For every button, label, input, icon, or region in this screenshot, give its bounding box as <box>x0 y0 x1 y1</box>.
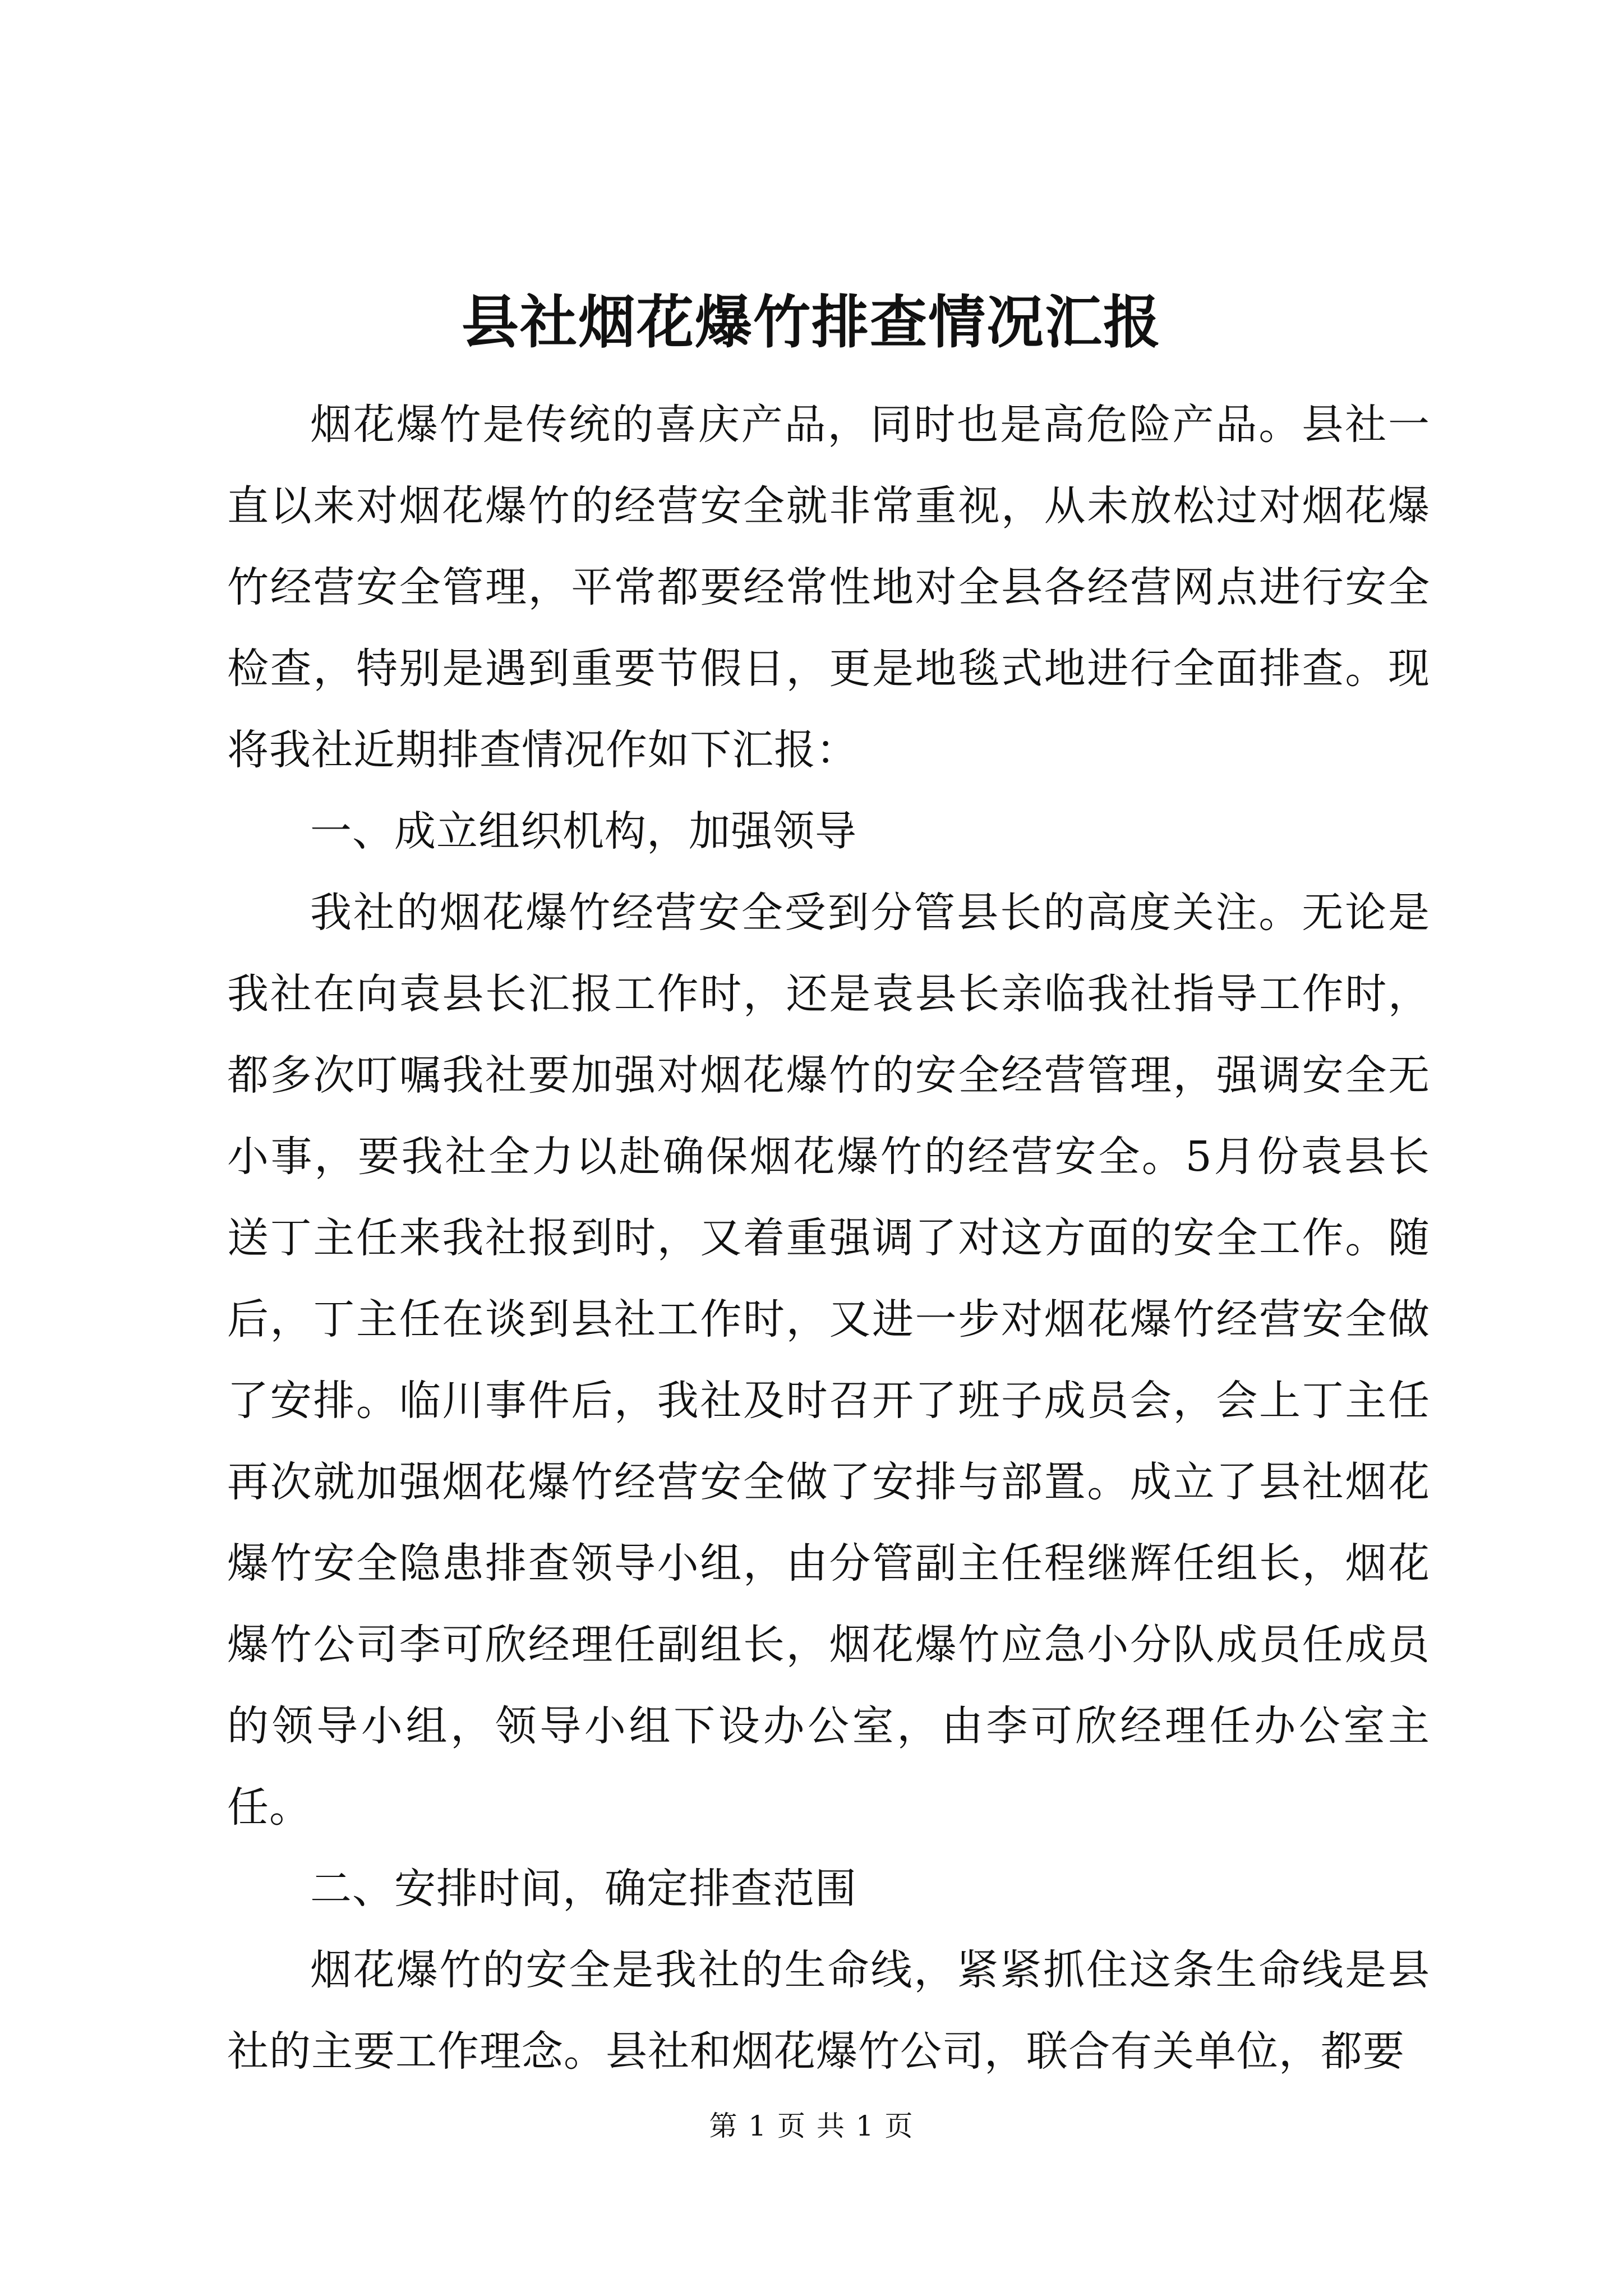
section-heading-2: 二、安排时间，确定排查范围 <box>310 1865 857 1913</box>
paragraph-section-2: 烟花爆竹的安全是我社的生命线，紧紧抓住这条生命线是县社的主要工作理念。县社和烟花爆竹公司，联合有关单位，都要 <box>227 1946 1430 2076</box>
page-number-footer: 第 1 页 共 1 页 <box>709 2110 914 2142</box>
paragraph-section-1: 我社的烟花爆竹经营安全受到分管县长的高度关注。无论是我社在向袁县长汇报工作时，还是袁县长亲临我社指导工作时，都多次叮嘱我社要加强对烟花爆竹的安全经营管理，强调安全无小事，要我社全力以赴确保烟花爆竹的经营安全。5月份袁县长送丁主任来我社报到时，又着重强调了对这方面的安全工作。随后，丁主任在谈到县社工作时，又进一步对烟花爆竹经营安全做了安排。临川事件后，我社及时召开了班子成员会，会上丁主任再次就加强烟花爆竹经营安全做了安排与部置。成立了县社烟花爆竹安全隐患排查领导小组，由分管副主任程继辉任组长，烟花爆竹公司李可欣经理任副组长，烟花爆竹应急小分队成员任成员的领导小组，领导小组下设办公室，由李可欣经理任办公室主任。 <box>227 889 1430 1832</box>
document-title: 县社烟花爆竹排查情况汇报 <box>462 289 1161 356</box>
section-heading-1: 一、成立组织机构，加强领导 <box>310 807 857 855</box>
document-body <box>227 384 1430 2092</box>
paragraph-intro: 烟花爆竹是传统的喜庆产品，同时也是高危险产品。县社一直以来对烟花爆竹的经营安全就非常重视，从未放松过对烟花爆竹经营安全管理，平常都要经常性地对全县各经营网点进行安全检查，特别是遇到重要节假日，更是地毯式地进行全面排查。现将我社近期排查情况作如下汇报： <box>227 401 1430 774</box>
